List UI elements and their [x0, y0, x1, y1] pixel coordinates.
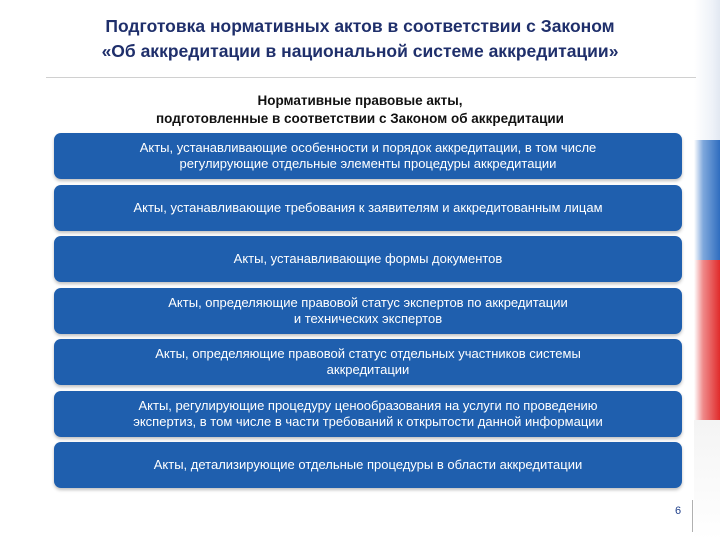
act-card-3-text: Акты, устанавливающие формы документов [233, 251, 503, 266]
act-card-1-text: Акты, устанавливающие особенности и порядок аккредитации, в том числе регулирующие отдельные элементы процедуры аккредитации [139, 140, 597, 171]
act-card-3 [54, 236, 682, 282]
act-card-4-text: Акты, определяющие правовой статус экспертов по аккредитации и технических экспертов [168, 294, 568, 326]
diagram-heading [0, 92, 720, 128]
act-card-1 [54, 133, 682, 179]
acts-list [54, 133, 682, 494]
slide-title-line1: Подготовка нормативных актов в соответствии с Законом [105, 16, 615, 36]
act-card-5-text: Акты, определяющие правовой статус отдельных участников системы аккредитации [155, 346, 581, 377]
act-card-7-text: Акты, детализирующие отдельные процедуры в области аккредитации [153, 457, 583, 472]
slide-title [0, 14, 720, 64]
act-card-4 [54, 288, 682, 334]
diagram-heading-line2: подготовленные в соответствии с Законом об аккредитации [156, 111, 564, 126]
footer-divider [692, 500, 693, 532]
act-card-5 [54, 339, 682, 385]
title-divider [46, 77, 696, 78]
russian-flag-decoration [694, 0, 720, 540]
act-card-6 [54, 391, 682, 437]
act-card-2 [54, 185, 682, 231]
act-card-7 [54, 442, 682, 488]
flag-red-band [694, 260, 720, 420]
diagram-heading-line1: Нормативные правовые акты, [257, 93, 463, 108]
flag-fade-band [694, 420, 720, 540]
act-card-2-text: Акты, устанавливающие требования к заявителям и аккредитованным лицам [133, 199, 603, 215]
page-number: 6 [675, 505, 682, 517]
flag-blue-band [694, 140, 720, 260]
slide-title-line2: «Об аккредитации в национальной системе аккредитации» [101, 41, 619, 61]
act-card-6-text: Акты, регулирующие процедуру ценообразования на услуги по проведению экспертиз, в том числе в части требований к открытости данной информации [133, 397, 603, 429]
